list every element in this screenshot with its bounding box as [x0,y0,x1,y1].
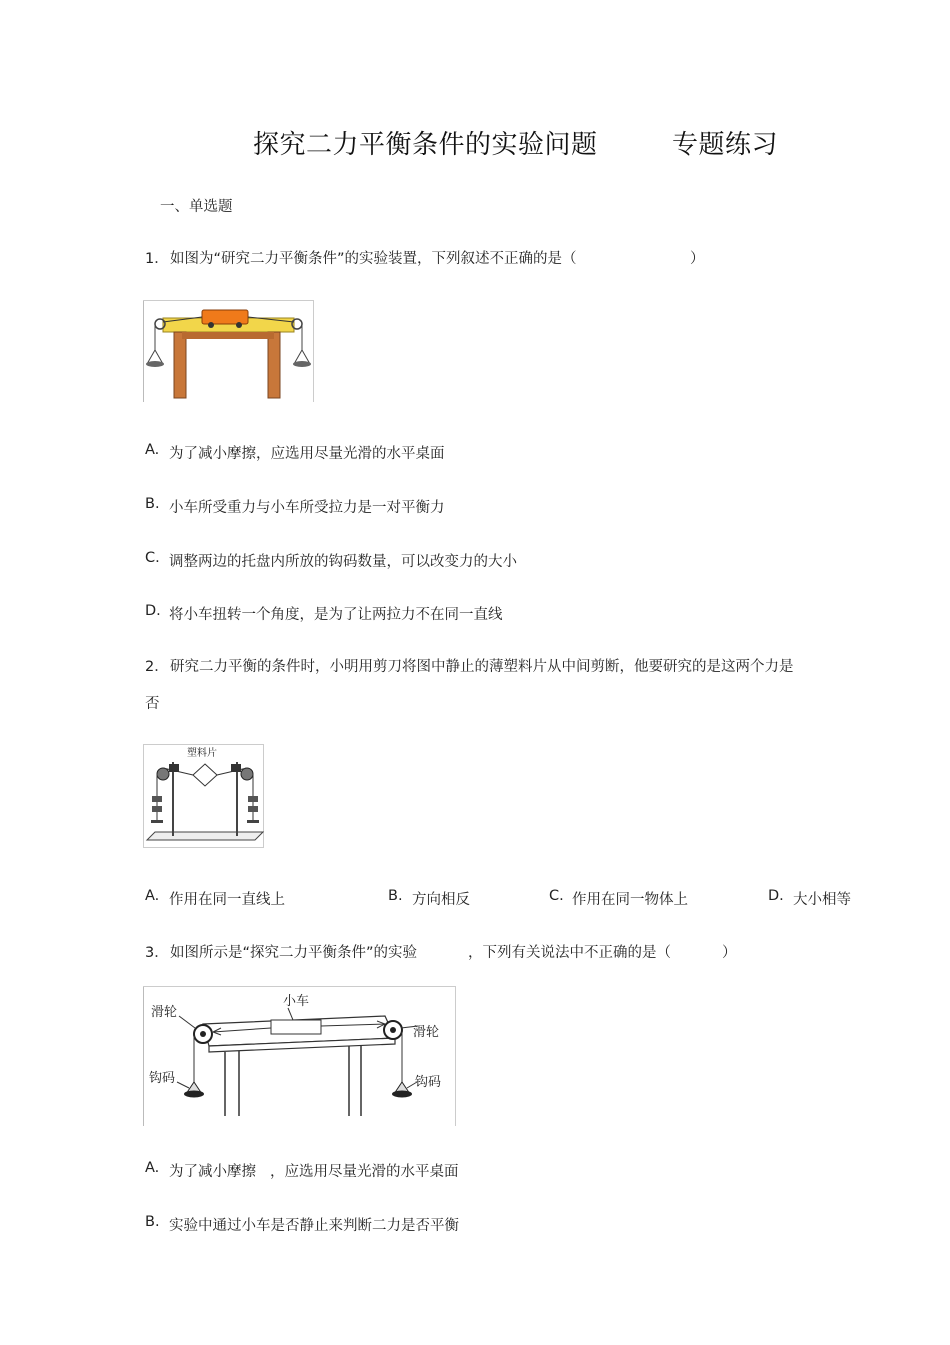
option-a-text-after: ，应选用尽量光滑的水平桌面 [270,1164,459,1180]
figure-label-plastic-sheet: 塑料片 [187,748,217,759]
answer-paren-close: ） [690,251,705,267]
figure-label-weight-right: 钩码 [415,1075,442,1090]
option-a-letter: A. [145,1160,160,1176]
option-a-letter: A. [145,442,160,458]
figure-label-pulley-left: 滑轮 [151,1005,178,1020]
section-heading: 一、单选题 [160,199,233,215]
question-stem: 如图为“研究二力平衡条件”的实验装置，下列叙述不正确的是（ [170,251,577,267]
q1-figure-apparatus [143,300,314,402]
option-c-letter: C. [549,888,564,904]
option-c-letter: C. [145,550,160,566]
answer-paren-close: ） [722,945,737,961]
option-b-letter: B. [145,496,160,512]
option-b-text: 实验中通过小车是否静止来判断二力是否平衡 [169,1218,459,1234]
option-b-text: 小车所受重力与小车所受拉力是一对平衡力 [169,500,445,516]
option-a-text: 为了减小摩擦，应选用尽量光滑的水平桌面 [169,446,445,462]
question-number: 1． [145,251,169,267]
option-d-letter: D. [145,603,161,619]
page-subtitle: 专题练习 [672,130,779,160]
question-stem-part-2: ，下列有关说法中不正确的是（ [468,945,671,961]
question-stem-line-1: 研究二力平衡的条件时，小明用剪刀将图中静止的薄塑料片从中间剪断，他要研究的是这两个力是 [170,659,794,675]
option-b-letter: B. [145,1214,160,1230]
option-b-text: 方向相反 [412,892,470,908]
question-number: 2． [145,659,169,675]
q3-figure-apparatus [143,986,456,1126]
option-a-text: 作用在同一直线上 [169,892,285,908]
option-a-letter: A. [145,888,160,904]
figure-label-cart: 小车 [283,994,310,1009]
option-b-letter: B. [388,888,403,904]
option-c-text: 作用在同一物体上 [572,892,688,908]
figure-label-pulley-right: 滑轮 [413,1025,440,1040]
question-stem-part-1: 如图所示是“探究二力平衡条件”的实验 [170,945,418,961]
q2-figure-plastic-sheet [143,744,264,848]
question-stem-line-2: 否 [145,696,160,712]
figure-label-weight-left: 钩码 [149,1071,176,1086]
option-d-letter: D. [768,888,784,904]
option-d-text: 将小车扭转一个角度，是为了让两拉力不在同一直线 [169,607,503,623]
option-c-text: 调整两边的托盘内所放的钩码数量，可以改变力的大小 [169,554,517,570]
option-a-text: 为了减小摩擦 [169,1164,256,1180]
question-number: 3． [145,945,169,961]
page-title: 探究二力平衡条件的实验问题 [253,130,598,160]
option-d-text: 大小相等 [793,892,851,908]
